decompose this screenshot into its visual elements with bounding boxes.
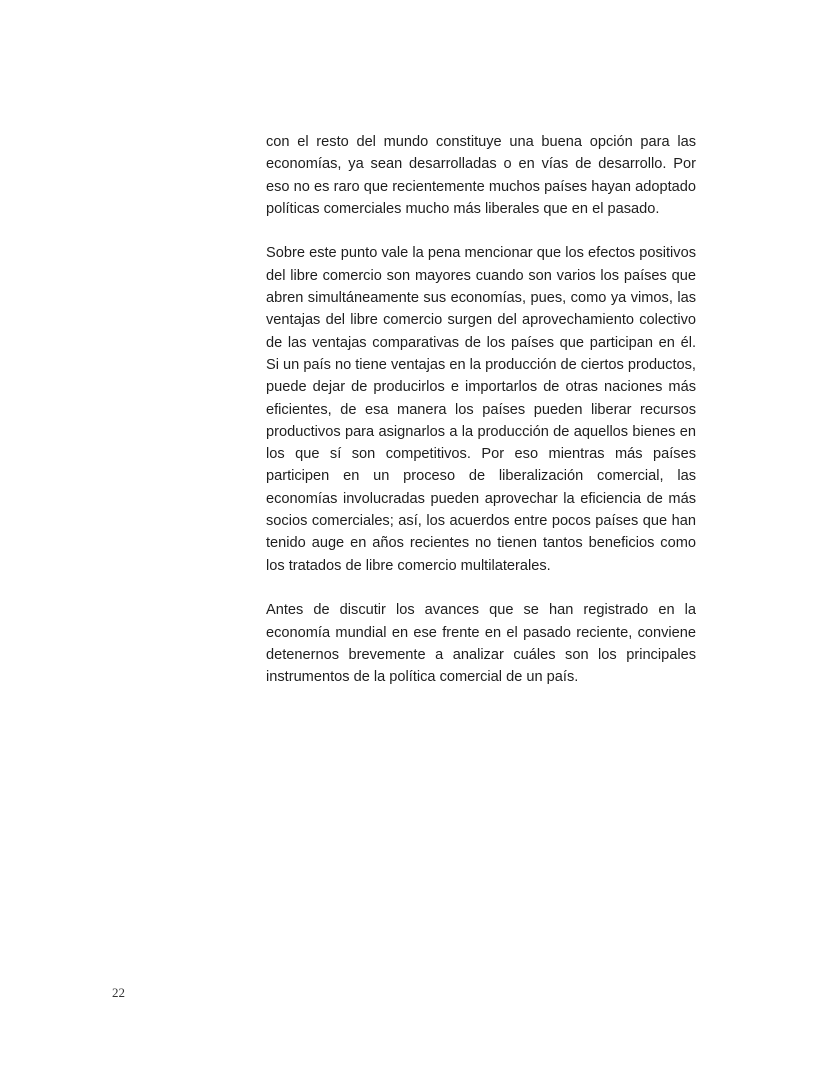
page-number: 22	[112, 985, 125, 1000]
body-text	[266, 131, 696, 688]
paragraph-2: Sobre este punto vale la pena mencionar que los efectos positivos del libre comercio son mayores cuando son varios los países que abren simultáneamente sus economías, pues, como ya vimos, las ventajas del libre comercio surgen del aprovechamiento colectivo de las ventajas comparativas de los países que participan en él. Si un país no tiene ventajas en la producción de ciertos productos, puede dejar de producirlos e importarlos de otras naciones más eficientes, de esa manera los países pueden liberar recursos productivos para asignarlos a la producción de aquellos bienes en los que sí son competitivos. Por eso mientras más países participen en un proceso de liberalización comercial, las economías involucradas pueden aprovechar la eficiencia de más socios comerciales; así, los acuerdos entre pocos países que han tenido auge en años recientes no tienen tantos beneficios como los tratados de libre comercio multilaterales.	[266, 245, 696, 574]
paragraph-1: con el resto del mundo constituye una buena opción para las economías, ya sean desarrolladas o en vías de desarrollo. Por eso no es raro que recientemente muchos países hayan adoptado políticas comerciales mucho más liberales que en el pasado.	[266, 134, 696, 217]
paragraph-3: Antes de discutir los avances que se han registrado en la economía mundial en ese frente en el pasado reciente, conviene detenernos brevemente a analizar cuáles son los principales instrumentos de la política comercial de un país.	[266, 602, 696, 686]
